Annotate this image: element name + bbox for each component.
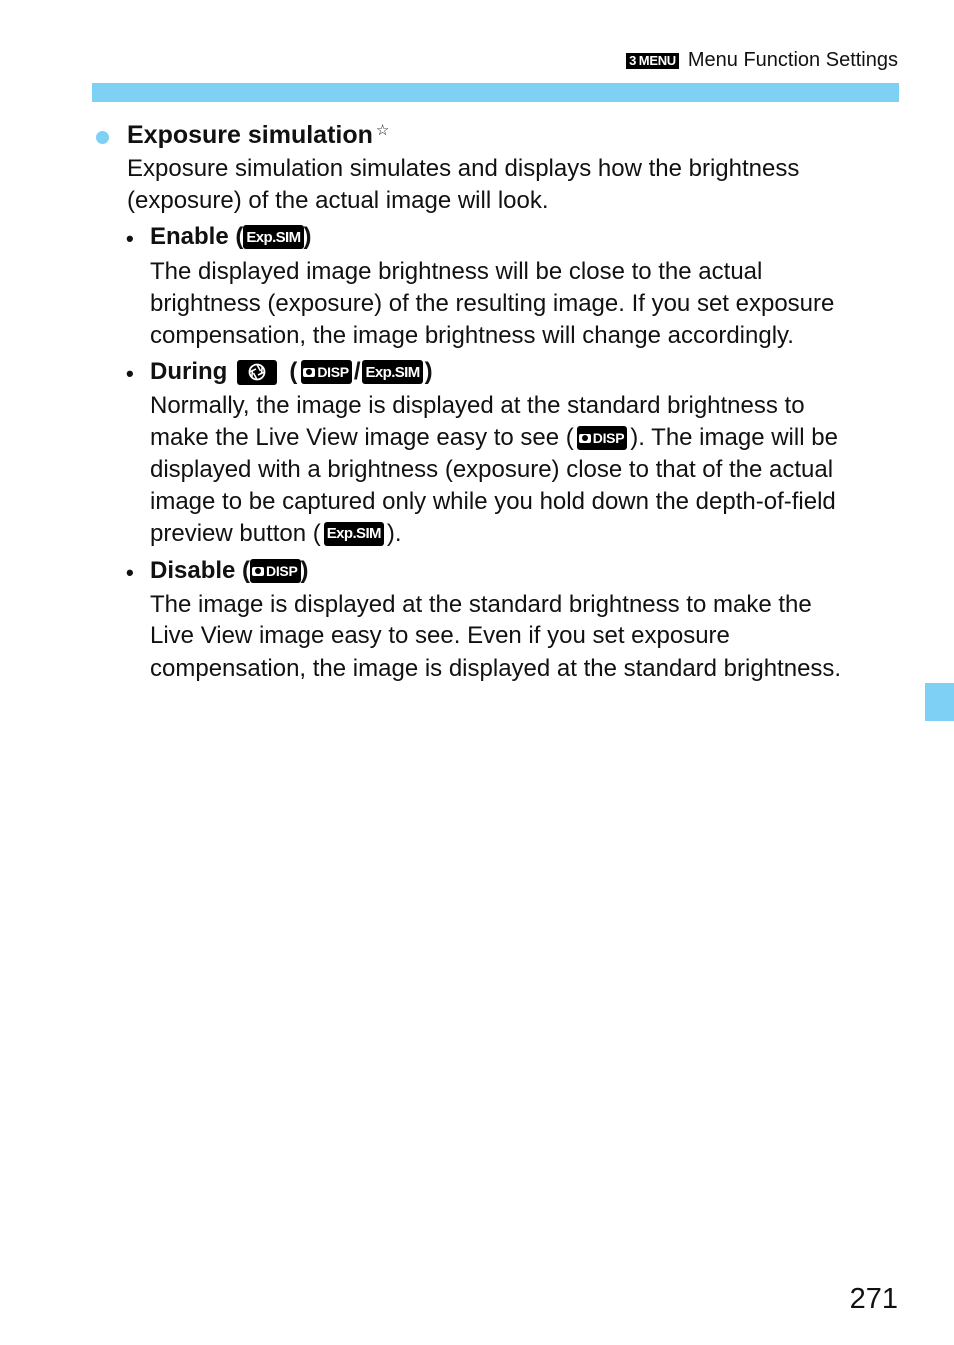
during-close: ) [424,358,433,385]
disable-bullet: • [126,560,134,585]
disable-heading [150,557,309,585]
during-line-2b: ). The image will be [630,424,838,451]
section-intro-line-2: (exposure) of the actual image will look. [127,187,549,214]
enable-label: Enable ( [150,223,244,250]
during-slash: / [353,358,361,385]
camera-disp-icon [301,360,351,384]
camera-disp-icon [250,559,300,583]
camera-icon [579,434,591,443]
header-title: Menu Function Settings [687,49,898,71]
camera-disp-icon [577,426,627,450]
disable-label: Disable ( [150,557,251,584]
section-title-text: Exposure simulation [127,121,373,149]
enable-line-1: The displayed image brightness will be close to the actual [150,258,763,285]
exp-sim-icon: Exp.SIM [362,360,422,384]
during-label: During [150,358,228,385]
aperture-icon [237,360,277,385]
during-line-2a: make the Live View image easy to see ( [150,424,574,451]
disp-text: DISP [592,430,625,446]
enable-heading [150,223,312,251]
menu-icon-number: 3 [629,53,637,68]
during-open: ( [289,358,298,385]
exp-sim-icon: Exp.SIM [324,522,384,546]
section-bullet-icon [96,131,109,144]
enable-close: ) [303,223,312,250]
during-line-5a: preview button ( [150,520,321,547]
camera-icon [252,567,264,576]
menu-icon-word: MENU [638,53,676,68]
disable-close: ) [300,557,309,584]
disable-line-3: compensation, the image is displayed at the standard brightness. [150,655,842,682]
chapter-tab [925,683,954,721]
enable-line-3: compensation, the image brightness will change accordingly. [150,322,794,349]
during-bullet: • [126,361,134,386]
disp-text: DISP [317,364,349,380]
enable-line-2: brightness (exposure) of the resulting image. If you set exposure [150,290,835,317]
disable-line-1: The image is displayed at the standard brightness to make the [150,591,812,618]
during-line-4: image to be captured only while you hold down the depth-of-field [150,488,836,515]
disable-line-2: Live View image easy to see. Even if you set exposure [150,622,730,649]
section-intro-line-1: Exposure simulation simulates and displays how the brightness [127,155,800,182]
section-title [127,121,389,150]
during-line-1: Normally, the image is displayed at the standard brightness to [150,392,805,419]
during-line-5b: ). [386,520,402,547]
during-line-5 [150,518,402,550]
page-number: 271 [849,1283,898,1315]
camera-icon [303,368,315,377]
enable-bullet: • [126,226,134,251]
during-line-2 [150,422,838,454]
exp-sim-icon: Exp.SIM [243,225,303,249]
menu-icon [626,53,679,69]
during-line-3: displayed with a brightness (exposure) close to that of the actual [150,456,834,483]
during-heading [150,358,433,386]
page-header [626,49,898,72]
star-icon: ☆ [375,122,390,139]
header-bar [92,83,899,102]
disp-text: DISP [266,563,298,579]
